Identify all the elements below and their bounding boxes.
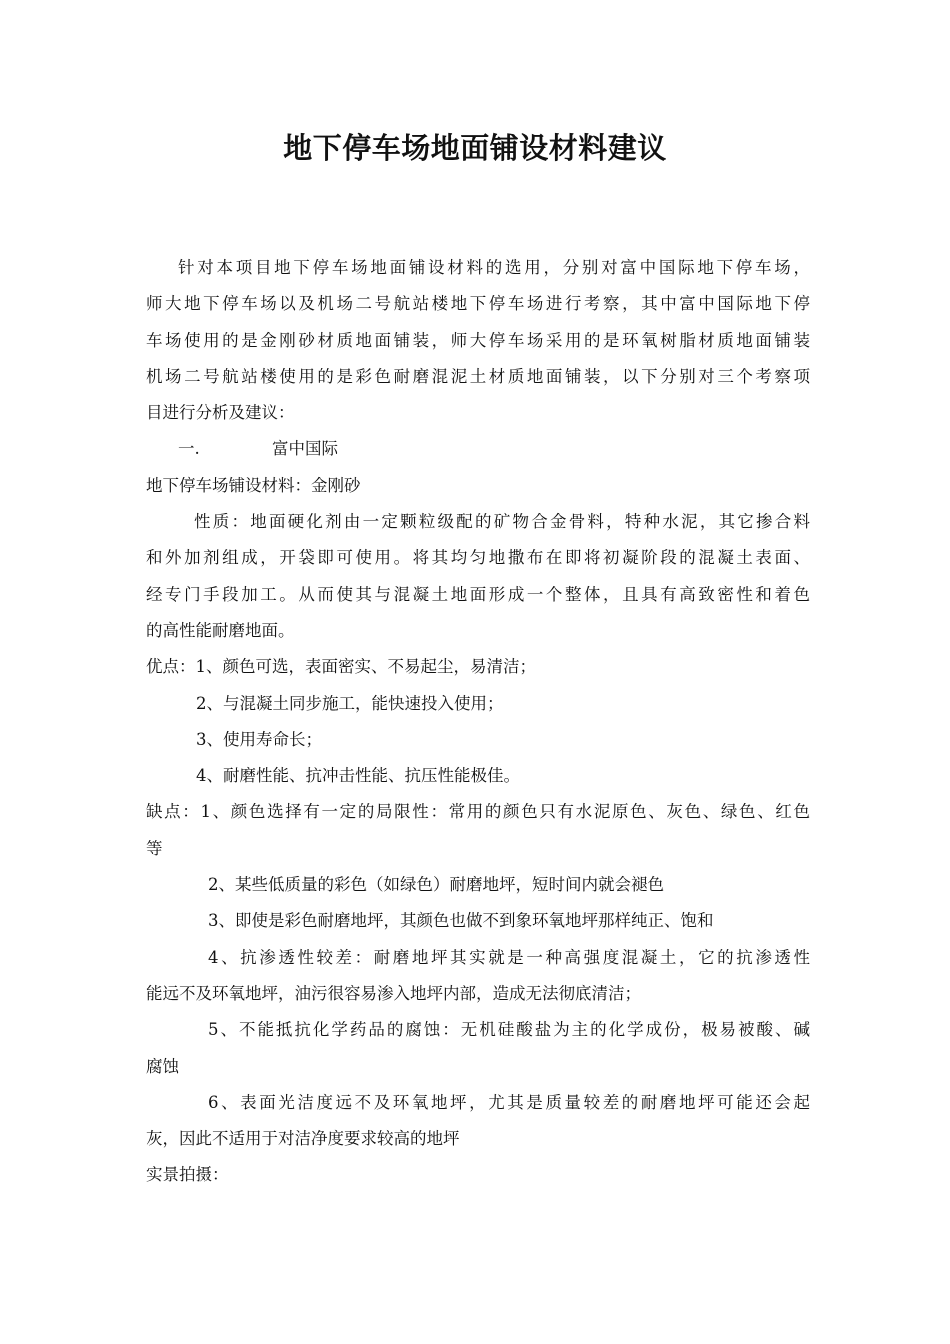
properties-line: 的高性能耐磨地面。 xyxy=(146,620,295,640)
section-name: 富中国际 xyxy=(272,439,338,459)
disadvantage-line: 缺点：1、颜色选择有一定的局限性：常用的颜色只有水泥原色、灰色、绿色、红色 xyxy=(146,802,810,822)
disadvantage-line: 灰，因此不适用于对洁净度要求较高的地坪 xyxy=(146,1129,460,1149)
disadvantage-line: 等 xyxy=(146,838,163,858)
document-body xyxy=(146,250,810,1194)
disadvantage-line: 能远不及环氧地坪，油污很容易渗入地坪内部，造成无法彻底清洁； xyxy=(146,983,641,1003)
disadvantage-line: 4、抗渗透性较差：耐磨地坪其实就是一种高强度混凝土，它的抗渗透性 xyxy=(208,947,810,967)
material-line: 地下停车场铺设材料：金刚砂 xyxy=(146,475,361,495)
disadvantage-line: 3、即使是彩色耐磨地坪，其颜色也做不到象环氧地坪那样纯正、饱和 xyxy=(208,911,714,931)
intro-line: 师大地下停车场以及机场二号航站楼地下停车场进行考察，其中富中国际地下停 xyxy=(146,294,810,314)
disadvantage-line: 6、表面光洁度远不及环氧地坪，尤其是质量较差的耐磨地坪可能还会起 xyxy=(208,1092,810,1112)
advantage-line: 2、与混凝土同步施工，能快速投入使用； xyxy=(196,693,504,713)
properties-line: 和外加剂组成，开袋即可使用。将其均匀地撒布在即将初凝阶段的混凝土表面、 xyxy=(146,548,810,568)
intro-line: 针对本项目地下停车场地面铺设材料的选用，分别对富中国际地下停车场， xyxy=(178,258,810,277)
intro-line: 车场使用的是金刚砂材质地面铺装，师大停车场采用的是环氧树脂材质地面铺装 xyxy=(146,330,810,350)
section-heading xyxy=(146,431,810,467)
document-title: 地下停车场地面铺设材料建议 xyxy=(283,131,667,165)
section-number: 一. xyxy=(178,439,200,459)
disadvantage-line: 腐蚀 xyxy=(146,1056,179,1076)
advantage-line: 4、耐磨性能、抗冲击性能、抗压性能极佳。 xyxy=(196,766,520,786)
properties-line: 经专门手段加工。从而使其与混凝土地面形成一个整体，且具有高致密性和着色 xyxy=(146,584,810,604)
intro-line: 目进行分析及建议： xyxy=(146,403,295,423)
disadvantage-line: 2、某些低质量的彩色（如绿色）耐磨地坪，短时间内就会褪色 xyxy=(208,875,664,895)
intro-line: 机场二号航站楼使用的是彩色耐磨混泥土材质地面铺装，以下分别对三个考察项 xyxy=(146,366,810,386)
disadvantage-line: 5、不能抵抗化学药品的腐蚀：无机硅酸盐为主的化学成份，极易被酸、碱 xyxy=(208,1020,810,1040)
properties-line: 性质：地面硬化剂由一定颗粒级配的矿物合金骨料，特种水泥，其它掺合料 xyxy=(194,512,810,532)
advantage-line: 3、使用寿命长； xyxy=(196,729,322,749)
photos-label: 实景拍摄： xyxy=(146,1165,229,1185)
advantage-line: 优点：1、颜色可选，表面密实、不易起尘，易清洁； xyxy=(146,657,536,677)
